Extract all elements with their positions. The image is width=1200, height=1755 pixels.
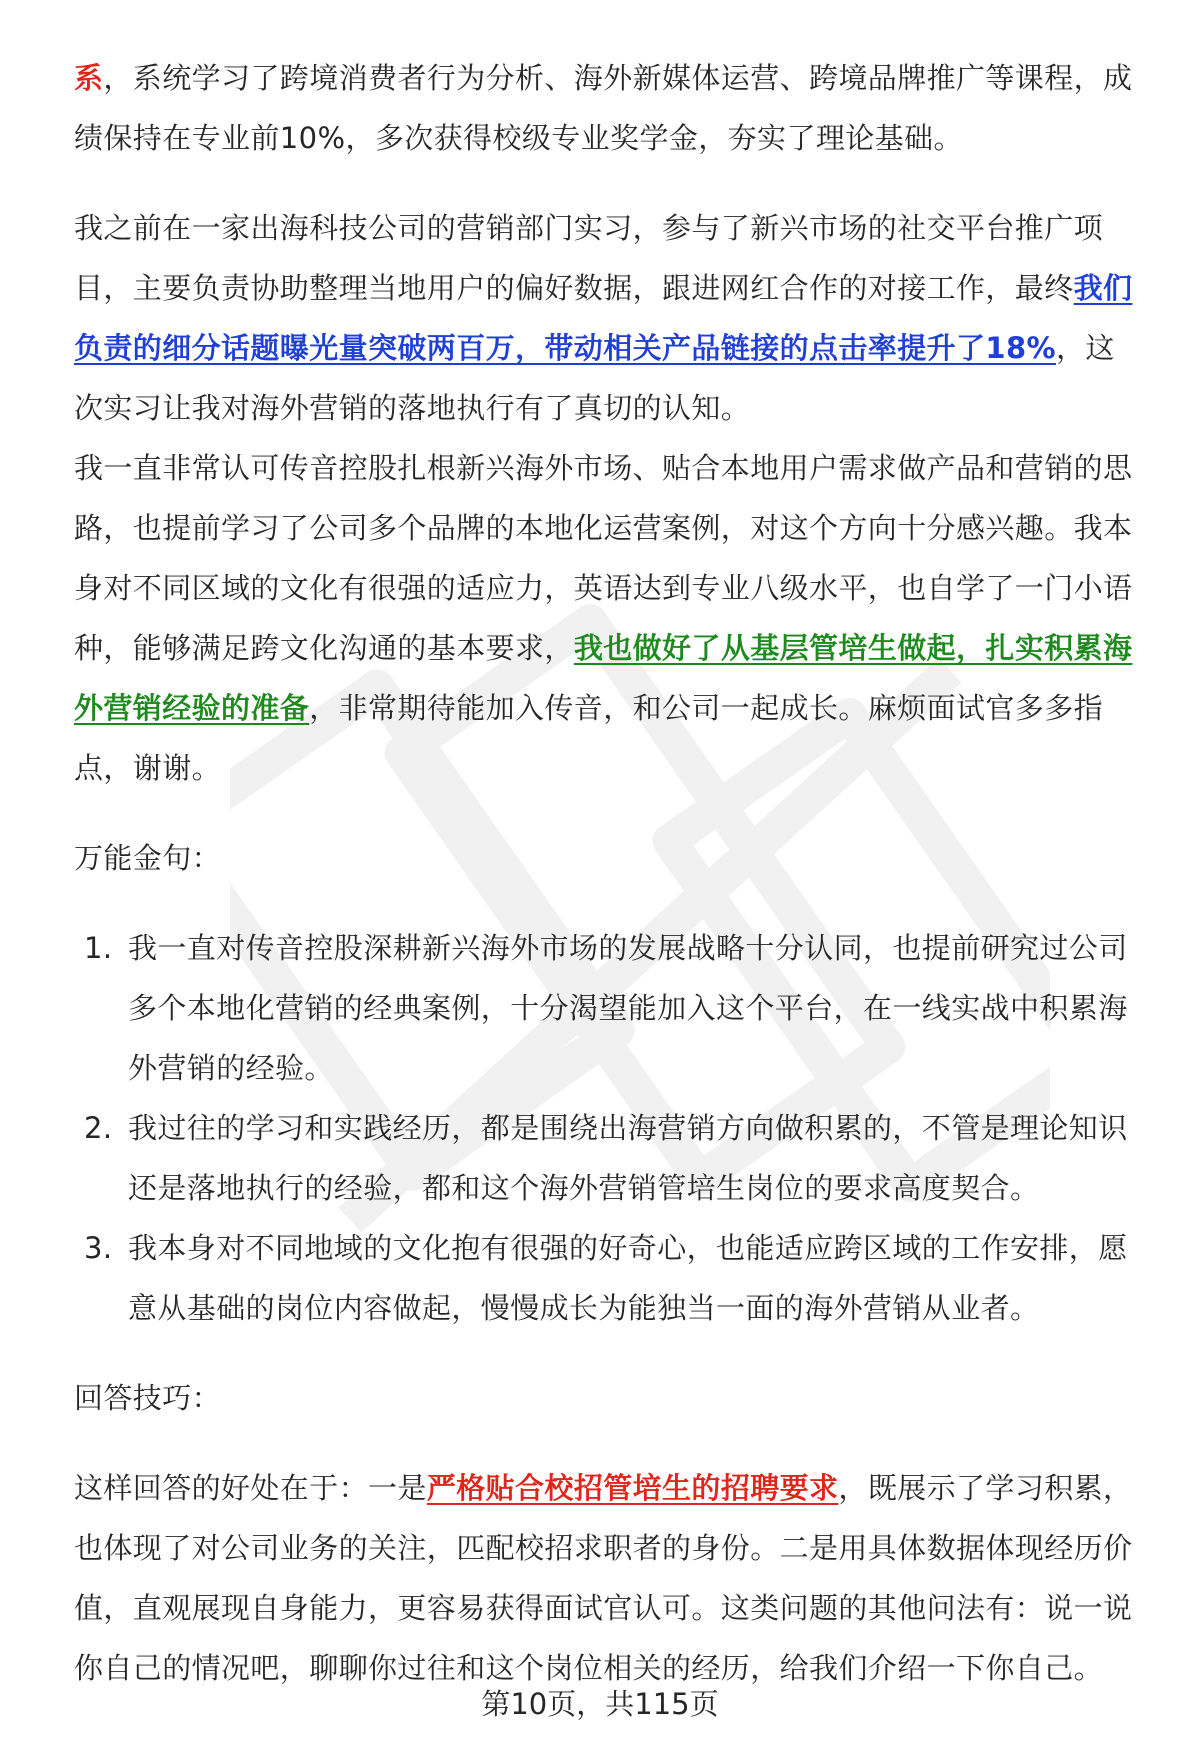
paragraph-motivation — [74, 438, 1144, 798]
list-item — [74, 918, 1144, 1098]
list-item-text: 我一直对传音控股深耕新兴海外市场的发展战略十分认同，也提前研究过公司多个本地化营销的经典案例，十分渴望能加入这个平台，在一线实战中积累海外营销的经验。 — [128, 931, 1128, 1085]
list-item-text: 我本身对不同地域的文化抱有很强的好奇心，也能适应跨区域的工作安排，愿意从基础的岗位内容做起，慢慢成长为能独当一面的海外营销从业者。 — [128, 1231, 1128, 1325]
document-body — [74, 48, 1144, 1698]
highlight-requirement: 严格贴合校招管培生的招聘要求 — [426, 1471, 839, 1505]
paragraph-text: 这样回答的好处在于：一是 — [74, 1471, 427, 1505]
highlight-achievement: 我们负责的细分话题曝光量突破两百万，带动相关产品链接的点击率提升了18% — [74, 271, 1133, 365]
paragraph-text: ，这次实习让我对海外营销的落地执行有了真切的认知。 — [74, 331, 1115, 425]
paragraph-text: ，既展示了学习积累，也体现了对公司业务的关注，匹配校招求职者的身份。二是用具体数据体现经历价值，直观展现自身能力，更容易获得面试官认可。这类问题的其他问法有：说一说你自己的情况吧，聊聊你过往和这个岗位相关的经历，给我们介绍一下你自己。 — [74, 1471, 1133, 1685]
list-item-text: 我过往的学习和实践经历，都是围绕出海营销方向做积累的，不管是理论知识还是落地执行的经验，都和这个海外营销管培生岗位的要求高度契合。 — [128, 1111, 1128, 1205]
highlight-lead: 系 — [74, 61, 104, 95]
section-heading-tips: 回答技巧： — [74, 1381, 222, 1415]
page-number-footer: 第10页，共115页 — [481, 1687, 719, 1721]
paragraph-tips — [74, 1458, 1144, 1698]
list-item — [74, 1098, 1144, 1218]
paragraph-text: ，系统学习了跨境消费者行为分析、海外新媒体运营、跨境品牌推广等课程，成绩保持在专业前10%，多次获得校级专业奖学金，夯实了理论基础。 — [74, 61, 1133, 155]
paragraph-text: 我一直非常认可传音控股扎根新兴海外市场、贴合本地用户需求做产品和营销的思路，也提前学习了公司多个品牌的本地化运营案例，对这个方向十分感兴趣。我本身对不同区域的文化有很强的适应力，英语达到专业八级水平，也自学了一门小语种，能够满足跨文化沟通的基本要求， — [74, 451, 1133, 665]
highlight-commitment: 我也做好了从基层管培生做起，扎实积累海外营销经验的准备 — [74, 631, 1133, 725]
paragraph-text: ，非常期待能加入传音，和公司一起成长。麻烦面试官多多指点，谢谢。 — [74, 691, 1104, 785]
list-number: 2. — [84, 1111, 113, 1145]
paragraph-internship — [74, 198, 1144, 438]
paragraph-education — [74, 48, 1144, 168]
list-number: 3. — [84, 1231, 113, 1265]
section-heading-golden: 万能金句： — [74, 841, 222, 875]
list-item — [74, 1218, 1144, 1338]
paragraph-text: 我之前在一家出海科技公司的营销部门实习，参与了新兴市场的社交平台推广项目，主要负责协助整理当地用户的偏好数据，跟进网红合作的对接工作，最终 — [74, 211, 1104, 305]
golden-sentence-list — [74, 918, 1144, 1338]
list-number: 1. — [84, 931, 113, 965]
